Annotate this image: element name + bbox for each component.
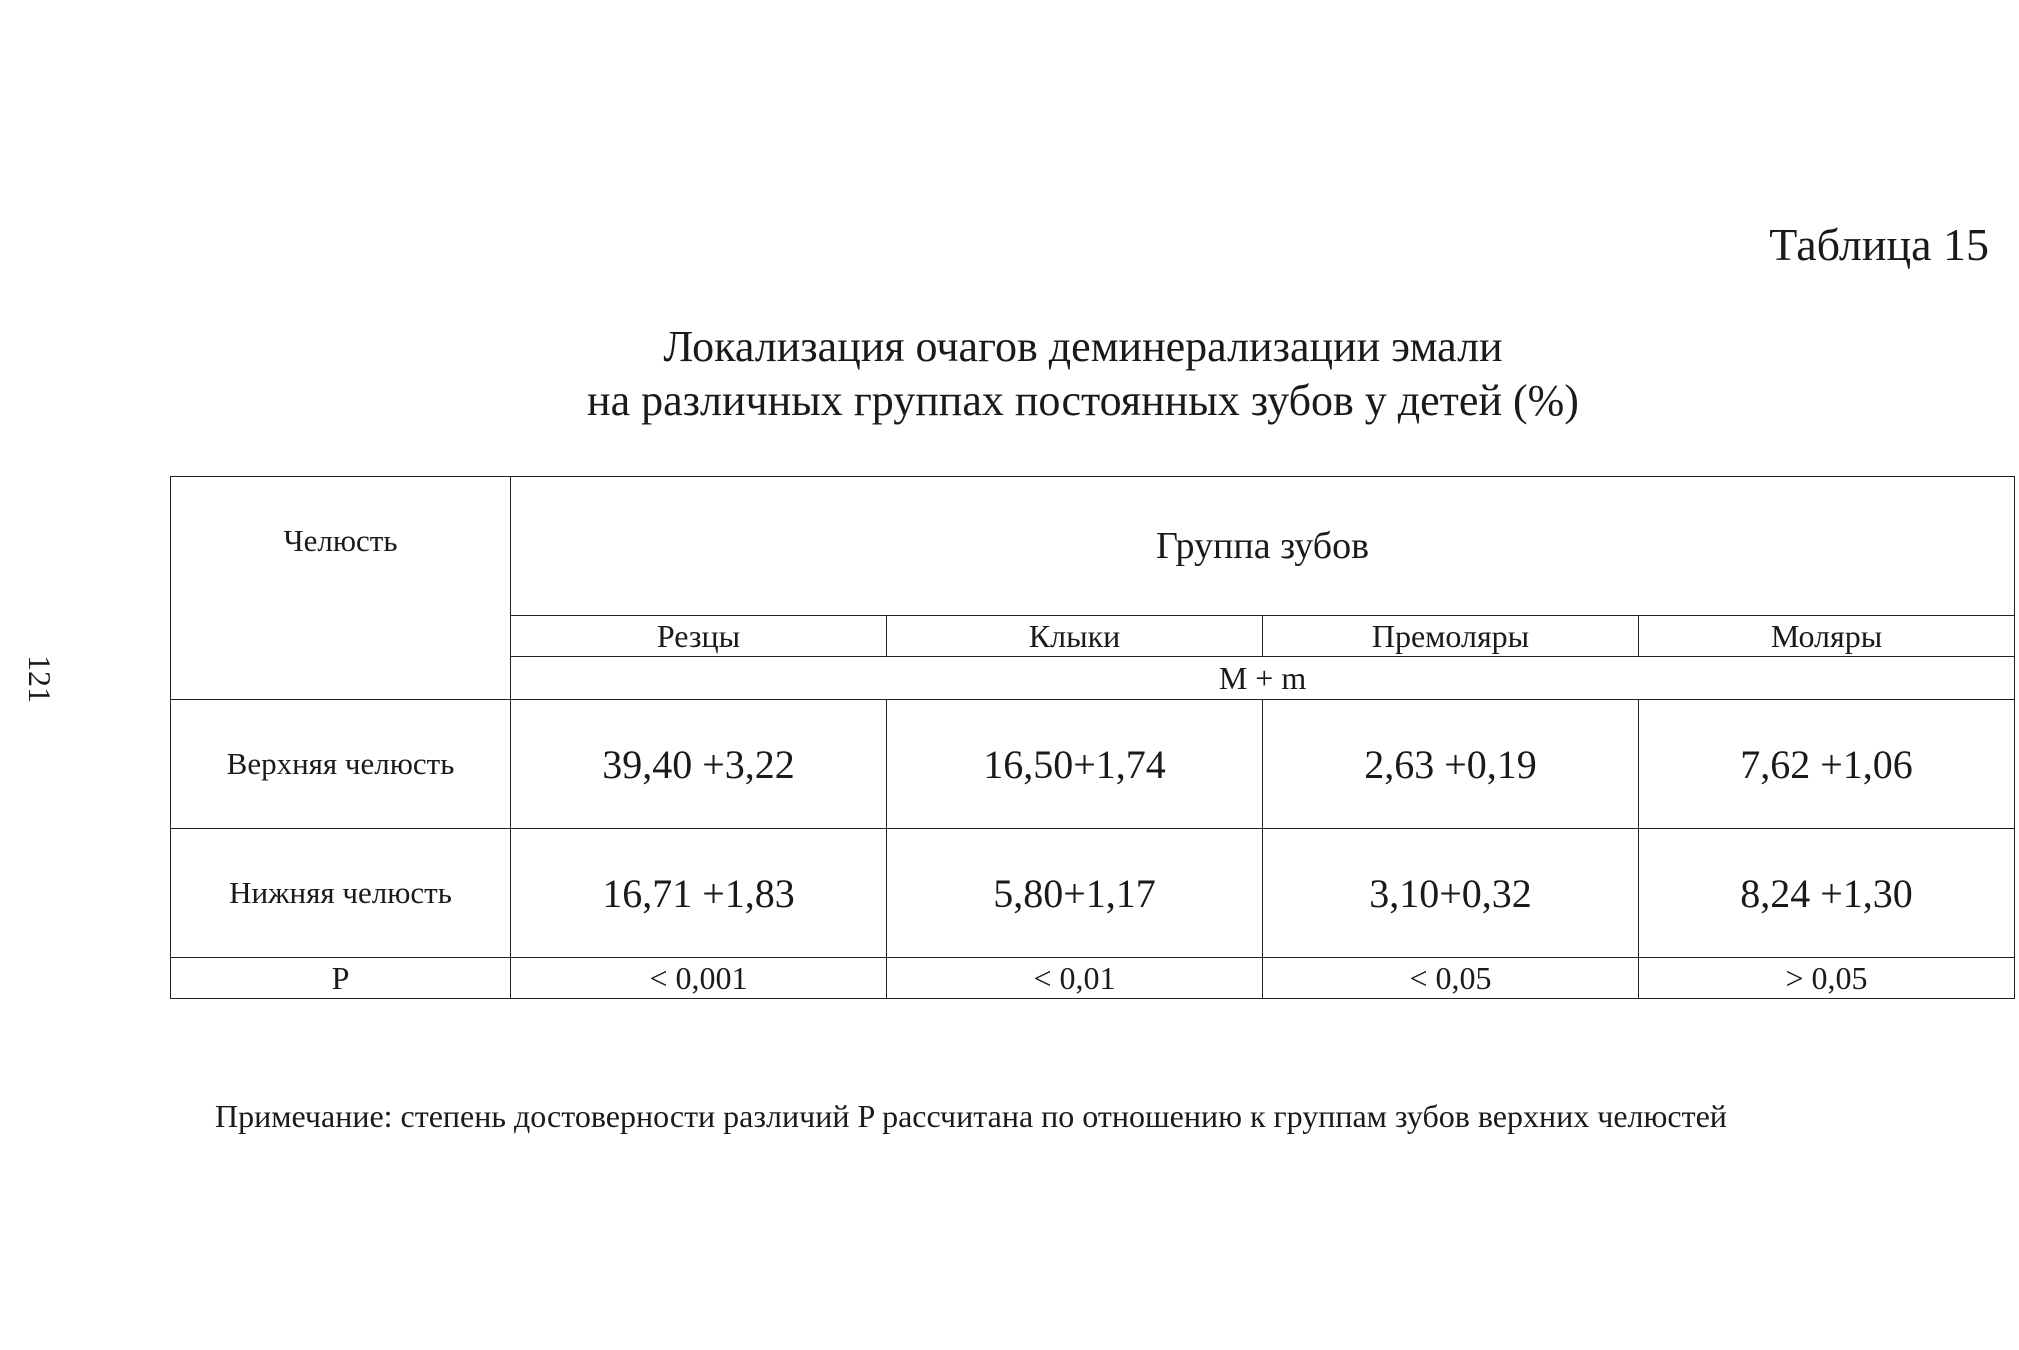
p-value-canines: < 0,01 bbox=[887, 958, 1263, 999]
row-label-upper-jaw: Верхняя челюсть bbox=[171, 700, 511, 829]
header-row-groups bbox=[171, 477, 2015, 616]
jaw-column-header: Челюсть bbox=[171, 477, 511, 700]
row-label-p: P bbox=[171, 958, 511, 999]
table-row-lower-jaw bbox=[171, 829, 2015, 958]
title-line-1: Локализация очагов деминерализации эмали bbox=[663, 322, 1503, 371]
value-upper-canines: 16,50+1,74 bbox=[887, 700, 1263, 829]
p-value-premolars: < 0,05 bbox=[1263, 958, 1639, 999]
row-label-lower-jaw: Нижняя челюсть bbox=[171, 829, 511, 958]
value-upper-incisors: 39,40 +3,22 bbox=[511, 700, 887, 829]
data-table bbox=[170, 476, 2015, 999]
table-number: Таблица 15 bbox=[1769, 219, 1989, 270]
value-lower-canines: 5,80+1,17 bbox=[887, 829, 1263, 958]
tooth-group-header: Группа зубов bbox=[511, 477, 2015, 616]
title-line-2: на различных группах постоянных зубов у детей (%) bbox=[587, 376, 1579, 425]
table-row-p-value bbox=[171, 958, 2015, 999]
value-lower-premolars: 3,10+0,32 bbox=[1263, 829, 1639, 958]
value-lower-molars: 8,24 +1,30 bbox=[1639, 829, 2015, 958]
p-value-incisors: < 0,001 bbox=[511, 958, 887, 999]
tooth-group-molars: Моляры bbox=[1639, 616, 2015, 657]
table-note: Примечание: степень достоверности различий P рассчитана по отношению к группам зубов верхних челюстей bbox=[215, 1098, 1727, 1134]
tooth-group-premolars: Премоляры bbox=[1263, 616, 1639, 657]
value-upper-premolars: 2,63 +0,19 bbox=[1263, 700, 1639, 829]
tooth-group-canines: Клыки bbox=[887, 616, 1263, 657]
tooth-group-incisors: Резцы bbox=[511, 616, 887, 657]
value-lower-incisors: 16,71 +1,83 bbox=[511, 829, 887, 958]
table-row-upper-jaw bbox=[171, 700, 2015, 829]
p-value-molars: > 0,05 bbox=[1639, 958, 2015, 999]
page-number: 121 bbox=[22, 655, 58, 703]
value-upper-molars: 7,62 +1,06 bbox=[1639, 700, 2015, 829]
stat-label: M + m bbox=[511, 657, 2015, 700]
table-title bbox=[170, 320, 1996, 428]
